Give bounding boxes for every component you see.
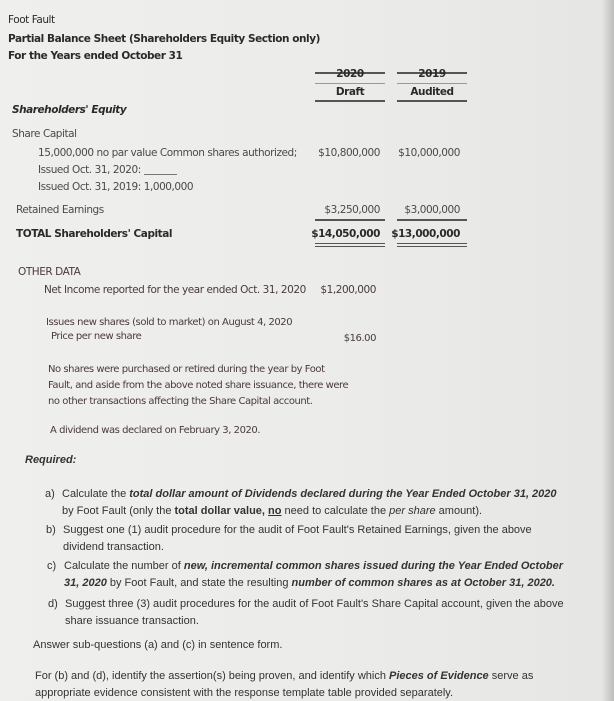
text: amount).	[435, 504, 483, 517]
text: Calculate the	[62, 488, 130, 500]
column-year-2020: 2020	[336, 68, 364, 80]
required-title: Required:	[25, 454, 77, 466]
text: Suggest one (1) audit procedure for the audit of Foot Fault's Retained Earnings, given the above	[63, 524, 532, 536]
question-a-label: a)	[45, 488, 55, 500]
section-title: Shareholders' Equity	[12, 104, 127, 116]
text: need to calculate the	[281, 504, 390, 517]
emphasis: total dollar value,	[174, 504, 269, 517]
total-label: TOTAL Shareholders' Capital	[16, 228, 173, 240]
text: appropriate evidence consistent with the response template table provided separately.	[35, 686, 454, 699]
retained-earnings-label: Retained Earnings	[16, 204, 104, 216]
emphasis: 31, 2020	[64, 576, 107, 589]
emphasis: per share	[389, 504, 436, 517]
total-double-rule	[397, 243, 467, 244]
authorized-text: 15,000,000 no par value Common shares authorized;	[38, 147, 297, 159]
question-b	[46, 522, 532, 555]
dividend-note: A dividend was declared on February 3, 2020.	[50, 425, 261, 436]
total-double-rule	[397, 246, 467, 247]
retained-earnings-2020: $3,250,000	[324, 204, 380, 216]
column-divider	[397, 83, 467, 84]
answer-note: Answer sub-questions (a) and (c) in sentence form.	[33, 639, 283, 651]
column-bottom-rule	[315, 100, 385, 102]
total-2020: $14,050,000	[311, 228, 380, 240]
question-d-label: d)	[48, 598, 58, 610]
text: share issuance transaction.	[65, 614, 199, 627]
question-c-label: c)	[47, 560, 57, 572]
issued-2020-blank	[144, 174, 177, 175]
question-b-label: b)	[46, 524, 56, 536]
note-line: Fault, and aside from the above noted share issuance, there were	[48, 380, 349, 391]
note-line: no other transactions affecting the Share Capital account.	[48, 396, 313, 407]
text: serve as	[488, 670, 534, 682]
column-bottom-rule	[397, 100, 467, 102]
share-capital-2019: $10,000,000	[398, 147, 460, 159]
net-income-value: $1,200,000	[320, 284, 376, 296]
text: by Foot Fault, and state the resulting	[106, 576, 292, 589]
subtotal-rule	[397, 219, 467, 221]
emphasis: number of common shares as at October 31, 2020.	[291, 576, 555, 589]
issue-label: Issues new shares (sold to market) on August 4, 2020	[46, 317, 293, 328]
note-line: No shares were purchased or retired during the year by Foot	[48, 364, 325, 375]
price-label: Price per new share	[51, 331, 142, 342]
other-data-title: OTHER DATA	[18, 266, 81, 278]
question-d	[48, 596, 564, 629]
subtotal-rule	[315, 219, 385, 221]
text: For (b) and (d), identify the assertion(s) being proven, and identify which	[35, 670, 390, 682]
question-a	[45, 486, 557, 519]
retained-earnings-2019: $3,000,000	[404, 204, 460, 216]
emphasis: no	[268, 504, 282, 517]
text: Calculate the number of	[64, 560, 184, 572]
text: Suggest three (3) audit procedures for the audit of Foot Fault's Share Capital account, given the above	[65, 598, 564, 610]
emphasis: new, incremental common shares issued during the Year Ended October	[183, 560, 564, 572]
net-income-label: Net Income reported for the year ended Oct. 31, 2020	[44, 284, 306, 296]
total-2019: $13,000,000	[391, 228, 460, 240]
column-status-draft: Draft	[335, 86, 365, 98]
emphasis: Pieces of Evidence	[389, 670, 489, 682]
issued-2020-label: Issued Oct. 31, 2020:	[38, 164, 141, 176]
total-double-rule	[315, 243, 385, 244]
total-double-rule	[315, 246, 385, 247]
statement-period: For the Years ended October 31	[8, 50, 183, 62]
statement-title: Partial Balance Sheet (Shareholders Equity Section only)	[8, 33, 320, 45]
emphasis: total dollar amount of Dividends declared during the Year Ended October 31, 2020	[129, 488, 557, 500]
issued-2019-label: Issued Oct. 31, 2019: 1,000,000	[38, 181, 194, 193]
question-c	[47, 558, 564, 591]
evidence-note	[35, 668, 533, 701]
share-capital-2020: $10,800,000	[318, 147, 380, 159]
company-name: Foot Fault	[8, 14, 55, 26]
column-divider	[315, 83, 385, 84]
column-year-2019: 2019	[418, 68, 446, 80]
text: by Foot Fault (only the	[62, 504, 175, 517]
price-value: $16.00	[343, 333, 376, 344]
share-capital-label: Share Capital	[12, 128, 77, 140]
text: dividend transaction.	[63, 540, 164, 553]
column-status-audited: Audited	[410, 86, 454, 98]
